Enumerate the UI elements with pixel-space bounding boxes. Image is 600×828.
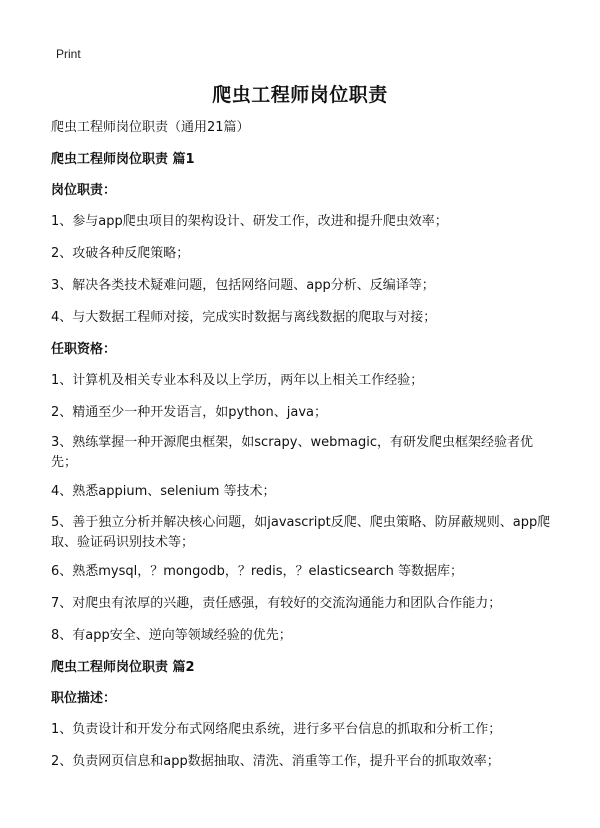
duties-heading: 岗位职责： bbox=[51, 183, 117, 198]
duty-item: 1、参与app爬虫项目的架构设计、研发工作，改进和提升爬虫效率； bbox=[51, 214, 448, 229]
requirement-item: 1、计算机及相关专业本科及以上学历，两年以上相关工作经验； bbox=[51, 373, 424, 388]
duty-item: 3、解决各类技术疑难问题，包括网络问题、app分析、反编译等； bbox=[51, 278, 435, 293]
section2-heading: 爬虫工程师岗位职责 篇2 bbox=[51, 660, 195, 675]
description-item: 1、负责设计和开发分布式网络爬虫系统，进行多平台信息的抓取和分析工作； bbox=[51, 722, 502, 737]
requirement-item: 3、熟练掌握一种开源爬虫框架，如scrapy、webmagic，有研发爬虫框架经验者优先； bbox=[51, 435, 533, 470]
requirement-item: 2、精通至少一种开发语言，如python、java； bbox=[51, 405, 327, 420]
requirement-item: 6、熟悉mysql，？mongodb，？redis，？elasticsearch 等数据库； bbox=[51, 564, 464, 579]
description-item: 2、负责网页信息和app数据抽取、清洗、消重等工作，提升平台的抓取效率； bbox=[51, 754, 500, 769]
requirement-item: 8、有app安全、逆向等领域经验的优先； bbox=[51, 628, 292, 643]
document-subtitle: 爬虫工程师岗位职责（通用21篇） bbox=[51, 120, 250, 135]
description-heading: 职位描述： bbox=[51, 691, 117, 706]
duty-item: 2、攻破各种反爬策略； bbox=[51, 246, 190, 261]
requirement-item: 4、熟悉appium、selenium 等技术； bbox=[51, 484, 276, 499]
section1-heading: 爬虫工程师岗位职责 篇1 bbox=[51, 152, 195, 167]
requirement-item: 5、善于独立分析并解决核心问题，如javascript反爬、爬虫策略、防屏蔽规则、app爬取、验证码识别技术等； bbox=[51, 515, 551, 550]
duty-item: 4、与大数据工程师对接，完成实时数据与离线数据的爬取与对接； bbox=[51, 310, 437, 325]
print-label: Print bbox=[56, 47, 81, 61]
requirement-item: 7、对爬虫有浓厚的兴趣，责任感强，有较好的交流沟通能力和团队合作能力； bbox=[51, 596, 502, 611]
document-title: 爬虫工程师岗位职责 bbox=[212, 84, 388, 106]
requirements-heading: 任职资格： bbox=[51, 342, 117, 357]
